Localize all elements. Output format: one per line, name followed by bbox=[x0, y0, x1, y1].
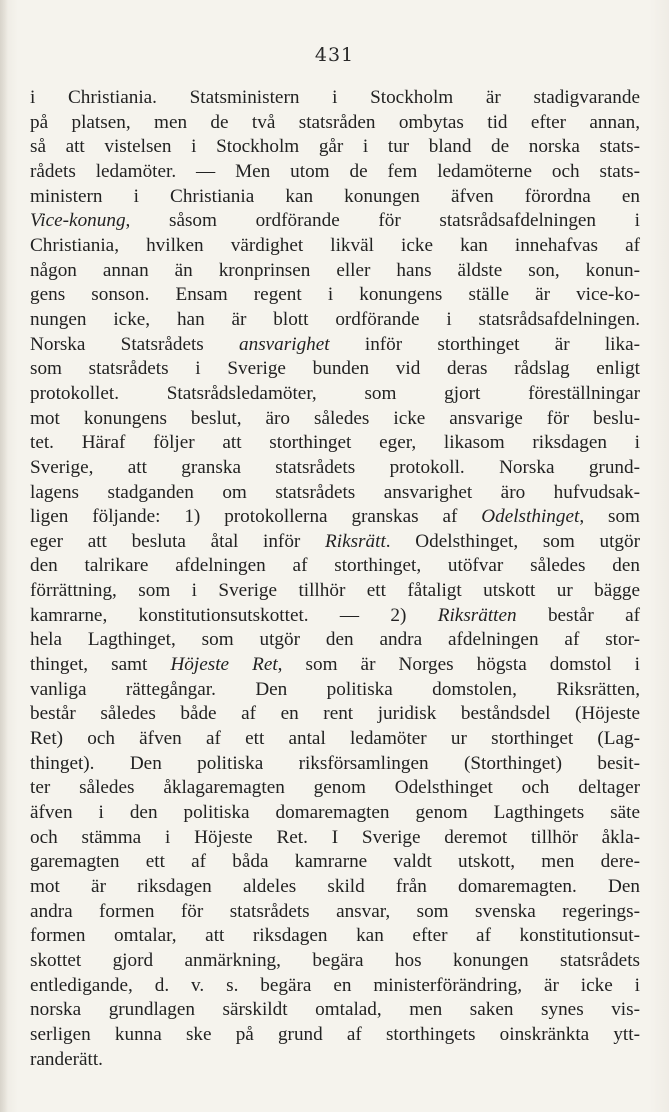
text-line: tet. Häraf följer att storthinget eger, likasom riksdagen i bbox=[30, 432, 640, 454]
italic-term: Riksrätten bbox=[437, 604, 517, 626]
text-line: serligen kunna ske på grund af storthingets oinskränkta ytt- bbox=[30, 1023, 640, 1045]
text-line: protokollet. Statsrådsledamöter, som gjort föreställningar bbox=[30, 382, 640, 404]
text-line: andra formen för statsrådets ansvar, som svenska regerings- bbox=[30, 900, 640, 922]
text-line: formen omtalar, att riksdagen kan efter af konstitutionsut- bbox=[30, 925, 640, 947]
text-line: skottet gjord anmärkning, begära hos konungen statsrådets bbox=[30, 949, 640, 971]
text-line: thinget, samt Höjeste Ret, som är Norges högsta domstol i bbox=[30, 654, 640, 676]
text-line: Norska Statsrådets ansvarighet inför storthinget är lika- bbox=[30, 333, 640, 355]
text-line: rådets ledamöter. — Men utom de fem ledamöterne och stats- bbox=[30, 160, 640, 182]
text-line: i Christiania. Statsministern i Stockholm är stadigvarande bbox=[30, 87, 640, 108]
text-line: Vice-konung, såsom ordförande för statsrådsafdelningen i bbox=[30, 210, 640, 232]
text-line: så att vistelsen i Stockholm går i tur bland de norska stats- bbox=[30, 136, 640, 158]
text-line: mot är riksdagen aldeles skild från domaremagten. Den bbox=[30, 876, 640, 897]
page-number: 431 bbox=[314, 44, 355, 66]
binding-shadow bbox=[0, 0, 8, 1112]
text-line: nungen icke, han är blott ordförande i statsrådsafdelningen. bbox=[30, 308, 640, 330]
text-line: vanliga rättegångar. Den politiska domstolen, Riksrätten, bbox=[30, 678, 640, 700]
italic-term: Vice-konung bbox=[30, 210, 126, 232]
text-line: norska grundlagen särskildt omtalad, men saken synes vis- bbox=[30, 999, 640, 1021]
italic-term: Riksrätt bbox=[325, 530, 386, 552]
text-line: Christiania, hvilken värdighet likväl icke kan innehafvas af bbox=[30, 234, 640, 256]
text-line: Sverige, att granska statsrådets protokoll. Norska grund- bbox=[30, 456, 640, 478]
text-line: hela Lagthinget, som utgör den andra afdelningen af stor- bbox=[30, 629, 640, 651]
text-line: mot konungens beslut, äro således icke ansvarige för beslu- bbox=[30, 407, 640, 429]
italic-term: Odelsthinget bbox=[481, 506, 580, 528]
text-line: gens sonson. Ensam regent i konungens ställe är vice-ko- bbox=[30, 284, 640, 306]
body-text bbox=[30, 86, 640, 1072]
text-line: ministern i Christiania kan konungen äfven förordna en bbox=[30, 185, 640, 207]
text-line: thinget). Den politiska riksförsamlingen (Storthinget) besit- bbox=[30, 752, 640, 774]
text-line: kamrarne, konstitutionsutskottet. — 2) Riksrätten består af bbox=[30, 604, 640, 626]
text-line: garemagten ett af båda kamrarne valdt utskott, men dere- bbox=[30, 851, 640, 873]
text-line: ter således åklagaremagten genom Odelsthinget och deltager bbox=[30, 777, 640, 799]
text-line: och stämma i Höjeste Ret. I Sverige deremot tillhör åkla- bbox=[30, 826, 640, 848]
text-line: Ret) och äfven af ett antal ledamöter ur storthinget (Lag- bbox=[30, 728, 640, 750]
text-line: består således både af en rent juridisk beståndsdel (Höjeste bbox=[30, 703, 640, 725]
italic-term: Höjeste Ret bbox=[170, 654, 278, 676]
text-line: randerätt. bbox=[30, 1048, 103, 1070]
text-line: eger att besluta åtal inför Riksrätt. Odelsthinget, som utgör bbox=[30, 530, 640, 552]
text-line: förrättning, som i Sverige tillhör ett fåtaligt utskott ur bägge bbox=[30, 580, 640, 602]
text-line: ligen följande: 1) protokollerna granskas af Odelsthinget, som bbox=[30, 506, 640, 528]
text-line: på platsen, men de två statsråden ombytas tid efter annan, bbox=[30, 111, 640, 133]
text-line: lagens stadganden om statsrådets ansvarighet äro hufvudsak- bbox=[30, 481, 640, 503]
text-line: entledigande, d. v. s. begära en ministerförändring, är icke i bbox=[30, 974, 640, 996]
text-line: någon annan än kronprinsen eller hans äldste son, konun- bbox=[30, 259, 640, 281]
italic-term: ansvarighet bbox=[239, 333, 330, 355]
text-line: den talrikare afdelningen af storthinget, utöfvar således den bbox=[30, 555, 640, 577]
text-line: äfven i den politiska domaremagten genom Lagthingets säte bbox=[30, 802, 640, 824]
text-line: som statsrådets i Sverige bunden vid deras rådslag enligt bbox=[30, 358, 640, 380]
